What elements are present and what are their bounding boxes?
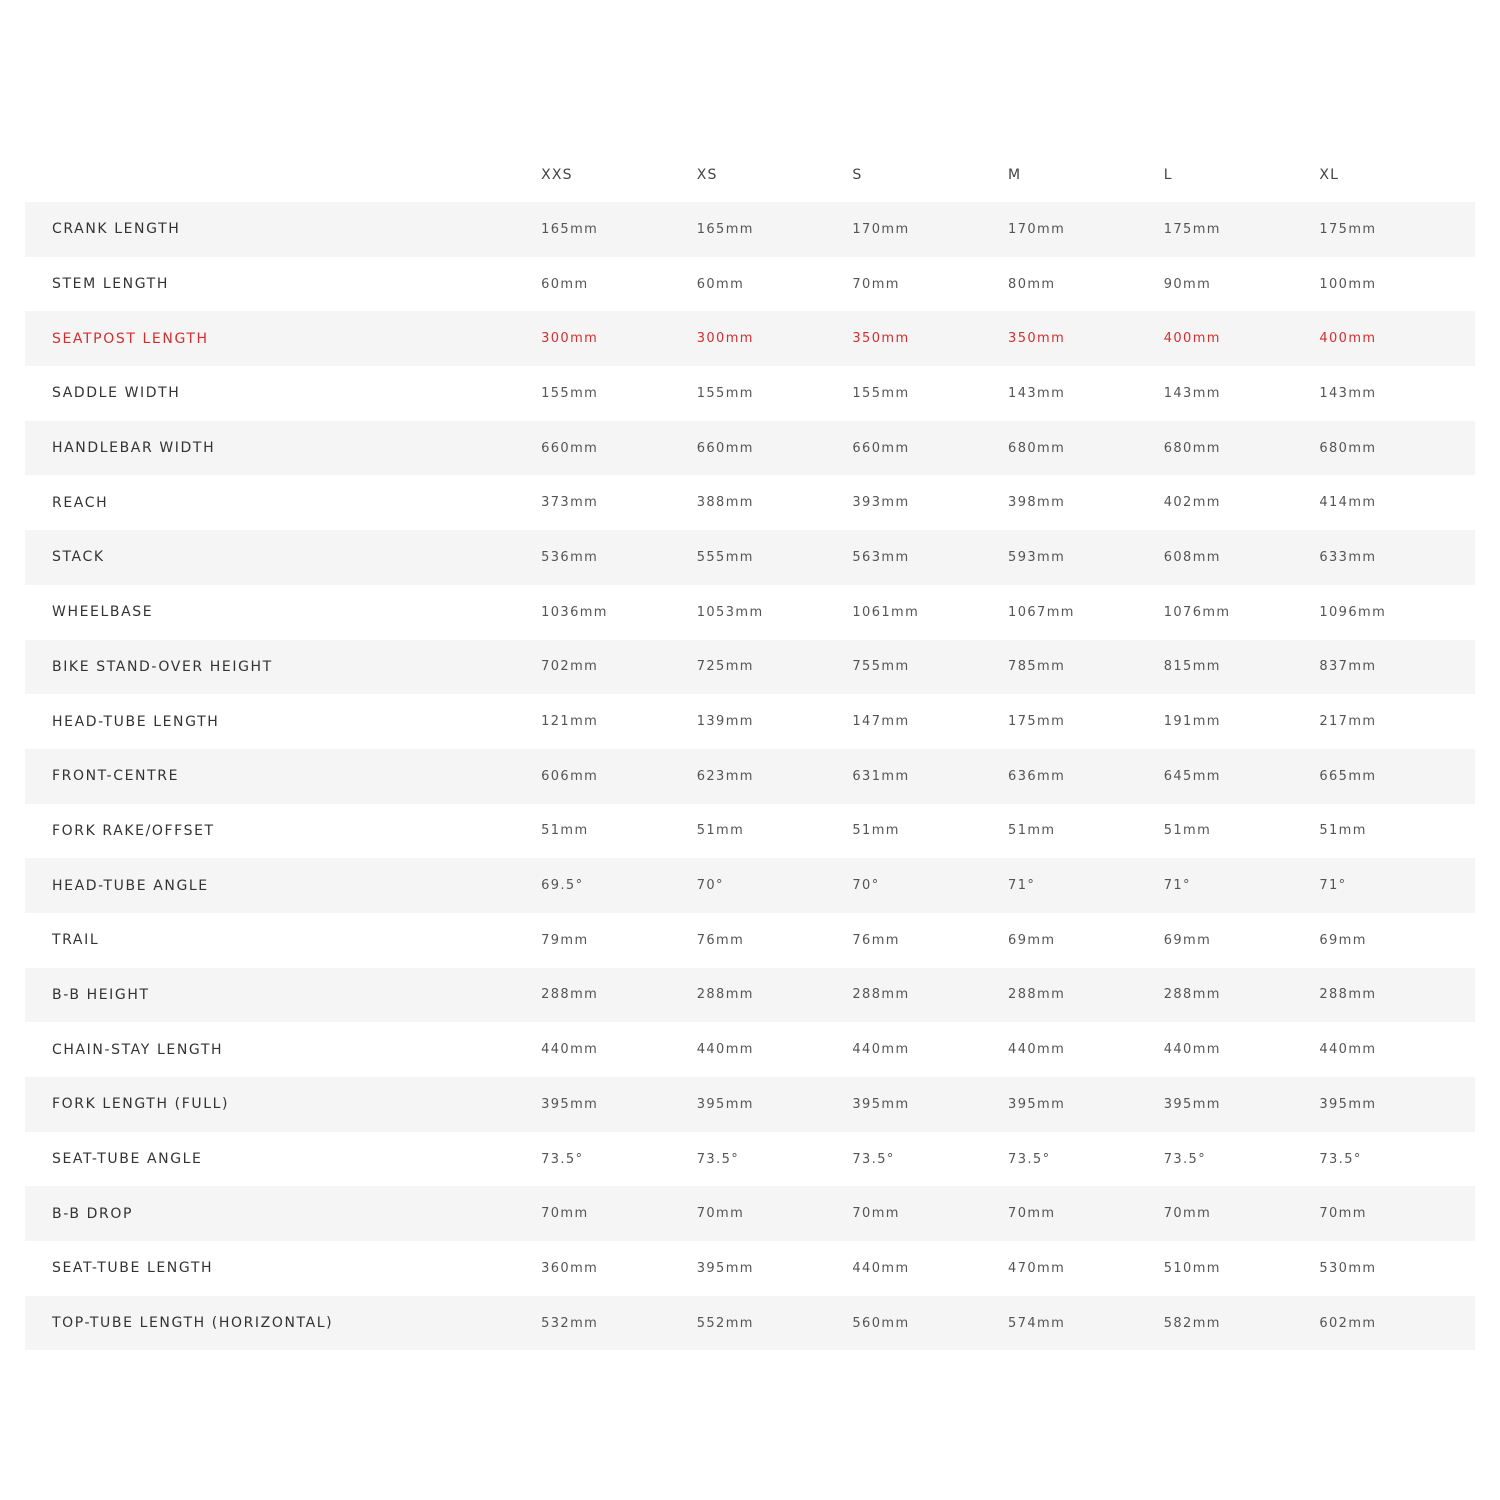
table-row [25, 530, 1475, 585]
value-cell: 79mm [541, 932, 589, 948]
value-cell: 1076mm [1163, 604, 1231, 620]
value-cell: 470mm [1008, 1260, 1066, 1276]
table-row [25, 311, 1475, 366]
value-cell: 165mm [696, 221, 754, 237]
value-cell: 1096mm [1319, 604, 1387, 620]
value-cell: 414mm [1319, 495, 1377, 511]
value-cell: 395mm [696, 1260, 754, 1276]
value-cell: 69mm [1163, 932, 1212, 948]
value-cell: 530mm [1319, 1260, 1377, 1276]
value-cell: 70mm [1163, 1206, 1212, 1222]
value-cell: 70mm [852, 276, 900, 292]
value-cell: 71° [1008, 878, 1036, 894]
row-label: FRONT-CENTRE [52, 768, 180, 785]
value-cell: 631mm [852, 768, 910, 784]
row-label: B-B DROP [52, 1205, 133, 1222]
value-cell: 510mm [1163, 1260, 1221, 1276]
value-cell: 645mm [1163, 768, 1221, 784]
value-cell: 217mm [1319, 714, 1377, 730]
table-row [25, 475, 1475, 530]
value-cell: 395mm [852, 1096, 910, 1112]
value-cell: 680mm [1163, 440, 1221, 456]
value-cell: 60mm [541, 276, 589, 292]
size-header-xs: XS [696, 166, 718, 183]
value-cell: 165mm [541, 221, 599, 237]
value-cell: 70° [696, 878, 724, 894]
value-cell: 837mm [1319, 659, 1377, 675]
value-cell: 100mm [1319, 276, 1377, 292]
value-cell: 563mm [852, 549, 910, 565]
value-cell: 70mm [541, 1206, 589, 1222]
value-cell: 395mm [696, 1096, 754, 1112]
value-cell: 606mm [541, 768, 599, 784]
value-cell: 680mm [1319, 440, 1377, 456]
table-body [25, 202, 1475, 1350]
value-cell: 555mm [696, 549, 754, 565]
value-cell: 90mm [1163, 276, 1212, 292]
value-cell: 702mm [541, 659, 599, 675]
table-row [25, 1077, 1475, 1132]
row-label: FORK RAKE/OFFSET [52, 822, 215, 839]
value-cell: 143mm [1163, 385, 1221, 401]
value-cell: 815mm [1163, 659, 1221, 675]
value-cell: 402mm [1163, 495, 1221, 511]
value-cell: 300mm [541, 331, 599, 347]
value-cell: 440mm [1163, 1042, 1221, 1058]
row-label: TRAIL [52, 932, 100, 949]
value-cell: 574mm [1008, 1315, 1066, 1331]
value-cell: 175mm [1163, 221, 1221, 237]
value-cell: 560mm [852, 1315, 910, 1331]
table-row [25, 1296, 1475, 1351]
value-cell: 51mm [696, 823, 745, 839]
value-cell: 1036mm [541, 604, 608, 620]
row-label: SEATPOST LENGTH [52, 330, 209, 347]
value-cell: 175mm [1319, 221, 1377, 237]
value-cell: 70mm [852, 1206, 900, 1222]
value-cell: 175mm [1008, 714, 1066, 730]
value-cell: 288mm [852, 987, 910, 1003]
value-cell: 636mm [1008, 768, 1066, 784]
value-cell: 147mm [852, 714, 910, 730]
size-header-s: S [852, 166, 863, 183]
row-label: STEM LENGTH [52, 276, 169, 293]
value-cell: 440mm [1319, 1042, 1377, 1058]
size-header-row [25, 147, 1475, 202]
value-cell: 660mm [541, 440, 599, 456]
value-cell: 532mm [541, 1315, 599, 1331]
table-row [25, 421, 1475, 476]
value-cell: 393mm [852, 495, 910, 511]
value-cell: 155mm [852, 385, 910, 401]
value-cell: 593mm [1008, 549, 1066, 565]
value-cell: 552mm [696, 1315, 754, 1331]
value-cell: 440mm [541, 1042, 599, 1058]
size-header-xl: XL [1319, 166, 1340, 183]
value-cell: 73.5° [1163, 1151, 1207, 1167]
value-cell: 51mm [1163, 823, 1212, 839]
value-cell: 440mm [696, 1042, 754, 1058]
value-cell: 608mm [1163, 549, 1221, 565]
value-cell: 395mm [541, 1096, 599, 1112]
row-label: REACH [52, 494, 109, 511]
value-cell: 51mm [541, 823, 589, 839]
table-row [25, 804, 1475, 859]
value-cell: 680mm [1008, 440, 1066, 456]
table-row [25, 1186, 1475, 1241]
table-row [25, 694, 1475, 749]
table-row [25, 640, 1475, 695]
value-cell: 623mm [696, 768, 754, 784]
value-cell: 76mm [852, 932, 900, 948]
value-cell: 51mm [1319, 823, 1367, 839]
value-cell: 400mm [1163, 331, 1221, 347]
value-cell: 73.5° [541, 1151, 584, 1167]
value-cell: 395mm [1008, 1096, 1066, 1112]
value-cell: 71° [1163, 878, 1191, 894]
value-cell: 73.5° [696, 1151, 740, 1167]
value-cell: 73.5° [1319, 1151, 1362, 1167]
value-cell: 288mm [541, 987, 599, 1003]
value-cell: 660mm [852, 440, 910, 456]
value-cell: 440mm [852, 1042, 910, 1058]
value-cell: 288mm [696, 987, 754, 1003]
value-cell: 440mm [1008, 1042, 1066, 1058]
table-row [25, 202, 1475, 257]
value-cell: 1061mm [852, 604, 920, 620]
value-cell: 373mm [541, 495, 599, 511]
value-cell: 395mm [1319, 1096, 1377, 1112]
value-cell: 440mm [852, 1260, 910, 1276]
table-row [25, 858, 1475, 913]
value-cell: 69mm [1319, 932, 1367, 948]
value-cell: 143mm [1319, 385, 1377, 401]
value-cell: 398mm [1008, 495, 1066, 511]
size-header-l: L [1163, 166, 1173, 183]
row-label: FORK LENGTH (FULL) [52, 1096, 230, 1113]
value-cell: 400mm [1319, 331, 1377, 347]
size-header-xxs: XXS [541, 166, 573, 183]
value-cell: 70° [852, 878, 880, 894]
table-row [25, 257, 1475, 312]
value-cell: 755mm [852, 659, 910, 675]
value-cell: 143mm [1008, 385, 1066, 401]
value-cell: 69mm [1008, 932, 1056, 948]
value-cell: 51mm [852, 823, 900, 839]
geometry-table [25, 147, 1475, 1350]
row-label: CHAIN-STAY LENGTH [52, 1041, 224, 1058]
value-cell: 70mm [696, 1206, 745, 1222]
value-cell: 725mm [696, 659, 754, 675]
size-header-m: M [1008, 166, 1022, 183]
value-cell: 1067mm [1008, 604, 1075, 620]
row-label: STACK [52, 549, 105, 566]
row-label: B-B HEIGHT [52, 986, 150, 1003]
value-cell: 288mm [1163, 987, 1221, 1003]
value-cell: 80mm [1008, 276, 1056, 292]
value-cell: 121mm [541, 714, 599, 730]
table-row [25, 1022, 1475, 1077]
row-label: SEAT-TUBE LENGTH [52, 1260, 214, 1277]
value-cell: 69.5° [541, 878, 584, 894]
value-cell: 395mm [1163, 1096, 1221, 1112]
value-cell: 288mm [1008, 987, 1066, 1003]
value-cell: 76mm [696, 932, 745, 948]
row-label: TOP-TUBE LENGTH (HORIZONTAL) [52, 1315, 334, 1332]
value-cell: 170mm [852, 221, 910, 237]
value-cell: 155mm [696, 385, 754, 401]
value-cell: 536mm [541, 549, 599, 565]
value-cell: 51mm [1008, 823, 1056, 839]
row-label: HANDLEBAR WIDTH [52, 440, 216, 457]
value-cell: 602mm [1319, 1315, 1377, 1331]
row-label: WHEELBASE [52, 604, 154, 621]
value-cell: 73.5° [852, 1151, 895, 1167]
value-cell: 1053mm [696, 604, 764, 620]
value-cell: 70mm [1319, 1206, 1367, 1222]
value-cell: 60mm [696, 276, 745, 292]
value-cell: 350mm [852, 331, 910, 347]
table-row [25, 1241, 1475, 1296]
value-cell: 660mm [696, 440, 754, 456]
table-row [25, 585, 1475, 640]
value-cell: 633mm [1319, 549, 1377, 565]
value-cell: 350mm [1008, 331, 1066, 347]
value-cell: 388mm [696, 495, 754, 511]
row-label: HEAD-TUBE LENGTH [52, 713, 220, 730]
value-cell: 73.5° [1008, 1151, 1051, 1167]
value-cell: 191mm [1163, 714, 1221, 730]
row-label: SEAT-TUBE ANGLE [52, 1151, 203, 1168]
table-row [25, 749, 1475, 804]
value-cell: 665mm [1319, 768, 1377, 784]
table-row [25, 366, 1475, 421]
row-label: BIKE STAND-OVER HEIGHT [52, 658, 273, 675]
row-label: SADDLE WIDTH [52, 385, 181, 402]
table-row [25, 968, 1475, 1023]
table-row [25, 1132, 1475, 1187]
row-label: CRANK LENGTH [52, 221, 181, 238]
value-cell: 288mm [1319, 987, 1377, 1003]
value-cell: 71° [1319, 878, 1347, 894]
value-cell: 170mm [1008, 221, 1066, 237]
value-cell: 785mm [1008, 659, 1066, 675]
value-cell: 155mm [541, 385, 599, 401]
value-cell: 300mm [696, 331, 754, 347]
table-row [25, 913, 1475, 968]
value-cell: 70mm [1008, 1206, 1056, 1222]
value-cell: 360mm [541, 1260, 599, 1276]
row-label: HEAD-TUBE ANGLE [52, 877, 209, 894]
value-cell: 582mm [1163, 1315, 1221, 1331]
value-cell: 139mm [696, 714, 754, 730]
